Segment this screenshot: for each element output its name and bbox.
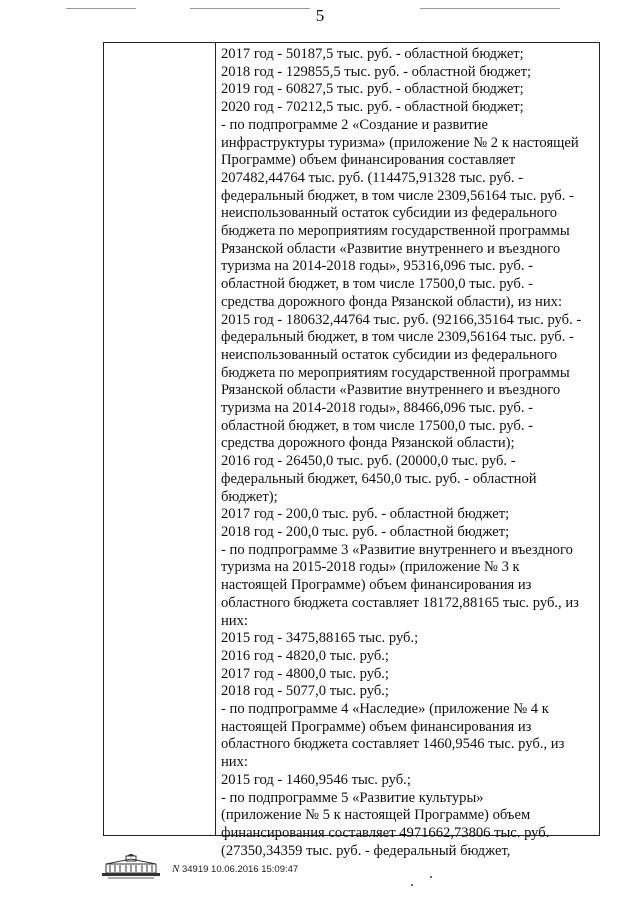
text-line: 2015 год - 1460,9546 тыс. руб.;: [221, 771, 411, 788]
text-line: федеральный бюджет, в том числе 2309,56164 тыс. руб. -: [221, 187, 574, 204]
document-stamp: [172, 863, 298, 875]
text-line: 2017 год - 50187,5 тыс. руб. - областной бюджет;: [221, 46, 524, 62]
text-line: 2019 год - 60827,5 тыс. руб. - областной бюджет;: [221, 81, 524, 98]
text-line: неиспользованный остаток субсидии из федерального: [221, 346, 558, 363]
text-line: туризма на 2014-2018 годы», 88466,096 тыс. руб. -: [221, 400, 533, 417]
text-line: 2016 год - 26450,0 тыс. руб. (20000,0 тыс. руб. -: [221, 453, 516, 470]
text-line: 2018 год - 200,0 тыс. руб. - областной бюджет;: [221, 523, 510, 540]
text-line: (приложение № 5 к настоящей Программе) объем: [221, 807, 531, 824]
scan-speck: [411, 884, 413, 886]
text-line: 2015 год - 180632,44764 тыс. руб. (92166,35164 тыс. руб. -: [221, 311, 582, 328]
text-line: 2020 год - 70212,5 тыс. руб. - областной бюджет;: [221, 99, 524, 116]
text-line: них:: [221, 612, 248, 629]
text-line: бюджет);: [221, 488, 278, 505]
text-line: бюджета по мероприятиям государственной программы: [221, 364, 570, 381]
text-line: федеральный бюджет, в том числе 2309,56164 тыс. руб. -: [221, 329, 574, 346]
column-divider: [215, 43, 216, 835]
text-line: средства дорожного фонда Рязанской области);: [221, 435, 515, 452]
text-line: средства дорожного фонда Рязанской области), из них:: [221, 293, 563, 310]
text-line: инфраструктуры туризма» (приложение № 2 к настоящей: [221, 134, 579, 151]
text-line: 2018 год - 5077,0 тыс. руб.;: [221, 683, 389, 700]
text-line: областного бюджета составляет 18172,88165 тыс. руб., из: [221, 594, 579, 611]
text-line: - по подпрограмме 2 «Создание и развитие: [221, 116, 488, 133]
text-line: 2017 год - 200,0 тыс. руб. - областной бюджет;: [221, 506, 510, 523]
text-line: 2016 год - 4820,0 тыс. руб.;: [221, 647, 389, 664]
text-line: (27350,34359 тыс. руб. - федеральный бюджет,: [221, 842, 511, 859]
doc-stamp-text: 34919 10.06.2016 15:09:47: [181, 864, 299, 875]
text-line: финансирования составляет 4971662,73806 тыс. руб.: [221, 824, 550, 841]
text-line: настоящей Программе) объем финансирования из: [221, 718, 532, 735]
text-line: областной бюджет, в том числе 17500,0 тыс. руб. -: [221, 417, 533, 434]
text-line: - по подпрограмме 5 «Развитие культуры»: [221, 789, 484, 806]
text-line: Программе) объем финансирования составляет: [221, 152, 516, 169]
text-line: 2018 год - 129855,5 тыс. руб. - областной бюджет;: [221, 63, 532, 80]
doc-number-prefix: N: [172, 863, 180, 875]
text-line: 2015 год - 3475,88165 тыс. руб.;: [221, 630, 419, 647]
scan-speck: [430, 876, 432, 878]
text-line: Рязанской области «Развитие внутреннего и въездного: [221, 240, 561, 257]
text-line: областного бюджета составляет 1460,9546 тыс. руб., из: [221, 736, 565, 753]
text-line: неиспользованный остаток субсидии из федерального: [221, 205, 558, 222]
text-line: областной бюджет, в том числе 17500,0 тыс. руб. -: [221, 276, 533, 293]
text-line: 207482,44764 тыс. руб. (114475,91328 тыс. руб. -: [221, 169, 524, 186]
text-line: туризма на 2015-2018 годы» (приложение № 3 к: [221, 559, 520, 576]
text-line: Рязанской области «Развитие внутреннего и въездного: [221, 382, 561, 399]
text-line: них:: [221, 754, 248, 771]
funding-text-cell: [221, 46, 599, 860]
text-line: бюджета по мероприятиям государственной программы: [221, 223, 570, 240]
text-line: настоящей Программе) объем финансирования из: [221, 577, 532, 594]
text-line: туризма на 2014-2018 годы», 95316,096 тыс. руб. -: [221, 258, 533, 275]
building-emblem-icon: [100, 852, 162, 880]
page-number: 5: [315, 6, 325, 25]
text-line: - по подпрограмме 3 «Развитие внутреннего и въездного: [221, 541, 573, 558]
document-table: [103, 42, 600, 859]
document-footer: [100, 852, 520, 882]
text-line: 2017 год - 4800,0 тыс. руб.;: [221, 665, 389, 682]
text-line: - по подпрограмме 4 «Наследие» (приложение № 4 к: [221, 701, 549, 718]
text-line: федеральный бюджет, 6450,0 тыс. руб. - областной: [221, 470, 537, 487]
